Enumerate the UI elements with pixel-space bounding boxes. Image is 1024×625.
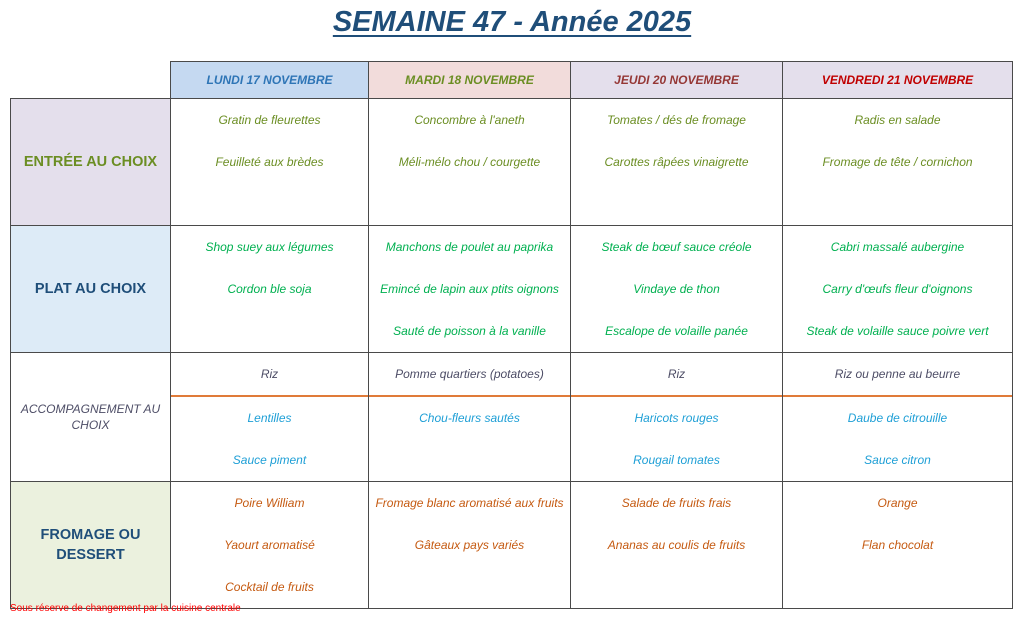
- dessert-cell: [369, 482, 571, 609]
- plat-cell: [783, 226, 1013, 353]
- menu-item: Orange: [877, 495, 918, 510]
- menu-item: Cabri massalé aubergine: [830, 239, 965, 254]
- plat-cell: [171, 226, 369, 353]
- menu-item: [171, 183, 368, 225]
- menu-item: [571, 566, 782, 608]
- day-header-row: [11, 62, 1013, 99]
- day-header: LUNDI 17 NOVEMBRE: [171, 62, 369, 99]
- plat-cell: [369, 226, 571, 353]
- dessert-cell: [783, 482, 1013, 609]
- menu-item: Riz: [571, 353, 782, 397]
- menu-item: Fromage blanc aromatisé aux fruits: [375, 495, 564, 510]
- menu-item: Steak de volaille sauce poivre vert: [806, 323, 989, 338]
- menu-item: Escalope de volaille panée: [605, 323, 748, 338]
- menu-item: Riz: [171, 353, 368, 397]
- category-plat: PLAT AU CHOIX: [11, 226, 171, 353]
- menu-item: [369, 183, 570, 225]
- disclaimer-note: Sous réserve de changement par la cuisine centrale: [10, 603, 241, 614]
- entree-row: [11, 99, 1013, 226]
- menu-item: Carry d'œufs fleur d'oignons: [822, 281, 973, 296]
- menu-item: Poire William: [234, 495, 305, 510]
- menu-item: Concombre à l'aneth: [414, 112, 525, 127]
- page-title: SEMAINE 47 - Année 2025: [332, 6, 692, 38]
- menu-item: [571, 183, 782, 225]
- menu-item: [171, 310, 368, 352]
- menu-item: Yaourt aromatisé: [224, 537, 315, 552]
- plat-row: [11, 226, 1013, 353]
- menu-table: [10, 61, 1013, 609]
- accompagnement-row: [11, 353, 1013, 482]
- dessert-cell: [171, 482, 369, 609]
- entree-cell: [369, 99, 571, 226]
- menu-item: Rougail tomates: [633, 452, 720, 467]
- menu-item: Daube de citrouille: [847, 410, 948, 425]
- category-accompagnement: ACCOMPAGNEMENT AU CHOIX: [11, 353, 171, 482]
- accompagnement-cell: [369, 353, 571, 482]
- header-corner: [11, 62, 171, 99]
- menu-item: Flan chocolat: [861, 537, 934, 552]
- menu-item: [783, 566, 1012, 608]
- menu-item: Emincé de lapin aux ptits oignons: [380, 281, 559, 296]
- menu-item: Sauté de poisson à la vanille: [393, 323, 546, 338]
- menu-item: Vindaye de thon: [633, 281, 720, 296]
- dessert-cell: [571, 482, 783, 609]
- menu-item: Sauce piment: [232, 452, 307, 467]
- day-header: VENDREDI 21 NOVEMBRE: [783, 62, 1013, 99]
- menu-item: Tomates / dés de fromage: [607, 112, 746, 127]
- menu-item: Ananas au coulis de fruits: [607, 537, 746, 552]
- menu-item: Chou-fleurs sautés: [419, 410, 520, 425]
- day-header: JEUDI 20 NOVEMBRE: [571, 62, 783, 99]
- menu-item: Gratin de fleurettes: [218, 112, 321, 127]
- menu-item: Carottes râpées vinaigrette: [604, 154, 749, 169]
- menu-item: Radis en salade: [854, 112, 941, 127]
- accompagnement-cell: [571, 353, 783, 482]
- menu-item: Feuilleté aux brèdes: [215, 154, 324, 169]
- menu-item: Salade de fruits frais: [621, 495, 732, 510]
- menu-item: Fromage de tête / cornichon: [822, 154, 973, 169]
- menu-item: Cordon ble soja: [227, 281, 312, 296]
- accompagnement-cell: [783, 353, 1013, 482]
- menu-item: Haricots rouges: [634, 410, 719, 425]
- menu-item: Shop suey aux légumes: [205, 239, 334, 254]
- accompagnement-cell: [171, 353, 369, 482]
- menu-item: Lentilles: [247, 410, 292, 425]
- menu-item: Pomme quartiers (potatoes): [369, 353, 570, 397]
- menu-item: Méli-mélo chou / courgette: [398, 154, 541, 169]
- day-header: MARDI 18 NOVEMBRE: [369, 62, 571, 99]
- menu-item: Manchons de poulet au paprika: [385, 239, 554, 254]
- plat-cell: [571, 226, 783, 353]
- menu-item: [369, 439, 570, 481]
- menu-item: Sauce citron: [864, 452, 931, 467]
- dessert-row: [11, 482, 1013, 609]
- menu-item: [783, 183, 1012, 225]
- entree-cell: [783, 99, 1013, 226]
- menu-item: [369, 566, 570, 608]
- entree-cell: [571, 99, 783, 226]
- menu-item: Steak de bœuf sauce créole: [601, 239, 752, 254]
- menu-item: Gâteaux pays variés: [414, 537, 525, 552]
- menu-item: Riz ou penne au beurre: [783, 353, 1012, 397]
- menu-item: Cocktail de fruits: [225, 579, 314, 594]
- entree-cell: [171, 99, 369, 226]
- category-entree: ENTRÉE AU CHOIX: [11, 99, 171, 226]
- category-dessert: FROMAGE OU DESSERT: [11, 482, 171, 609]
